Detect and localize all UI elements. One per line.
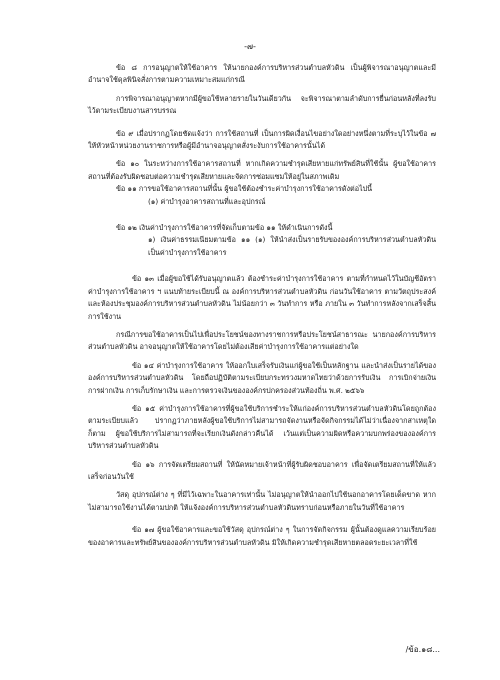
paragraph: ข้อ ๑๔ ค่าบำรุงการใช้อาคาร ให้ออกใบเสร็จรับเงินแก่ผู้ขอใช้เป็นหลักฐาน และนำส่งเป็นรายได้ขององค์การบริหารส่วนตำบลหัวดิน โดยถือปฏิบัติตามระเบียบกระทรวงมหาดไทยว่าด้วยการรับเงิน การเบิกจ่ายเงิน การฝากเงิน การเก็บรักษาเงิน และการตรวจเงินขององค์กรปกครองส่วนท้องถิ่น พ.ศ. ๒๕๖๖ bbox=[88, 360, 436, 395]
paragraph-spacer bbox=[88, 259, 436, 273]
paragraph: ข้อ ๑๓ เมื่อผู้ขอใช้ได้รับอนุญาตแล้ว ต้องชำระค่าบำรุงการใช้อาคาร ตามที่กำหนดไว้ในบัญชีอัตราค่าบำรุงการใช้อาคาร ฯ แนบท้ายระเบียบนี้ ณ องค์การบริหารส่วนตำบลหัวดิน ก่อนวันใช้อาคาร ตามวัตถุประสงค์ และห้องประชุมองค์การบริหารส่วนตำบลหัวดิน ไม่น้อยกว่า ๓ วันทำการ หรือ ภายใน ๓ วันทำการหลังจากเสร็จสิ้นการใช้งาน bbox=[88, 274, 436, 321]
continuation-footer: /ข้อ.๑๘... bbox=[405, 645, 440, 654]
paragraph: ข้อ ๑๗ ผู้ขอใช้อาคารและขอใช้วัสดุ อุปกรณ์ต่าง ๆ ในการจัดกิจกรรม ผู้นั้นต้องดูแลความเรียบร้อยของอาคารและทรัพย์สินขององค์การบริหารส่วนตำบลหัวดิน มิให้เกิดความชำรุดเสียหายตลอดระยะเวลาที่ใช้ bbox=[88, 525, 436, 547]
paragraph-spacer bbox=[88, 118, 436, 128]
paragraph: (๑) ค่าบำรุงอาคารสถานที่และอุปกรณ์ bbox=[148, 196, 266, 206]
paragraph: ข้อ ๘ การอนุญาตให้ใช้อาคาร ให้นายกองค์การบริหารส่วนตำบลหัวดิน เป็นผู้พิจารณาอนุญาตและมีอำนาจใช้ดุลพินิจสั่งการตามความเหมาะสมแก่กรณี bbox=[88, 63, 436, 85]
paragraph-spacer bbox=[88, 208, 436, 222]
page-number: -๗- bbox=[244, 42, 256, 51]
paragraph: ข้อ ๙ เมื่อปรากฏโดยชัดแจ้งว่า การใช้สถานที่ เป็นการผิดเงื่อนไขอย่างใดอย่างหนึ่งตามที่ระบุไว้ในข้อ ๗ ให้หัวหน้าหน่วยงานราชการหรือผู้มีอำนาจอนุญาตสั่งระงับการใช้อาคารนั้นได้ bbox=[88, 128, 436, 151]
paragraph: ข้อ ๑๑ การขอใช้อาคารสถานที่นั้น ผู้ขอใช้ต้องชำระค่าบำรุงการใช้อาคารดังต่อไปนี้ bbox=[116, 184, 373, 194]
paragraph: ข้อ ๑๕ ค่าบำรุงการใช้อาคารที่ผู้ขอใช้บริการชำระให้แก่องค์การบริหารส่วนตำบลหัวดินโดยถูกต้องตามระเบียบแล้ว ปรากฏว่าภายหลังผู้ขอใช้บริการไม่สามารถจัดงานหรือจัดกิจกรรมได้ไม่ว่าเนื่องจากสาเหตุใดก็ตาม ผู้ขอใช้บริการไม่สามารถที่จะเรียกเงินดังกล่าวคืนได้ เว้นแต่เป็นความผิดหรือความบกพร่องขององค์การบริหารส่วนตำบลหัวดิน bbox=[88, 403, 436, 451]
paragraph-spacer bbox=[88, 514, 436, 524]
paragraph: ข้อ ๑๐ ในระหว่างการใช้อาคารสถานที่ หากเกิดความชำรุดเสียหายแก่ทรัพย์สินที่ใช้นั้น ผู้ขอใช้อาคารสถานที่ต้องรับผิดชอบต่อความชำรุดเสียหายและจัดการซ่อมแซมให้อยู่ในสภาพเดิม bbox=[88, 159, 436, 181]
paragraph: กรณีการขอใช้อาคารเป็นไปเพื่อประโยชน์ของทางราชการหรือประโยชน์สาธารณะ นายกองค์การบริหารส่วนตำบลหัวดิน อาจอนุญาตให้ใช้อาคารโดยไม่ต้องเสียค่าบำรุงการใช้อาคารแต่อย่างใด bbox=[88, 329, 436, 352]
paragraph: การพิจารณาอนุญาตหากมีผู้ขอใช้หลายรายในวันเดียวกัน จะพิจารณาตามลำดับการยื่นก่อนหลังที่ลงรับไว้ตามระเบียบงานสารบรรณ bbox=[88, 93, 436, 116]
paragraph: ๑) เงินค่าธรรมเนียมตามข้อ ๑๑ (๑) ให้นำส่งเป็นรายรับขององค์การบริหารส่วนตำบลหัวดิน เป็นค่าบำรุงการใช้อาคาร bbox=[148, 235, 436, 257]
paragraph: ข้อ ๑๖ การจัดเตรียมสถานที่ ให้นัดหมายเจ้าหน้าที่ผู้รับผิดชอบอาคาร เพื่อจัดเตรียมสถานที่ให้แล้วเสร็จก่อนวันใช้ bbox=[88, 459, 436, 481]
paragraph: วัสดุ อุปกรณ์ต่าง ๆ ที่มีไว้เฉพาะในอาคารเท่านั้น ไม่อนุญาตให้นำออกไปใช้นอกอาคารโดยเด็ดขาด หากไม่สามารถใช้งานได้ตามปกติ ให้แจ้งองค์การบริหารส่วนตำบลหัวดินทราบก่อนหรือภายในวันที่ใช้อาคาร bbox=[88, 490, 436, 512]
paragraph: ข้อ ๑๒ เงินค่าบำรุงการใช้อาคารที่จัดเก็บตามข้อ ๑๑ ให้ดำเนินการดังนี้ bbox=[116, 223, 333, 233]
document-body bbox=[88, 62, 436, 549]
